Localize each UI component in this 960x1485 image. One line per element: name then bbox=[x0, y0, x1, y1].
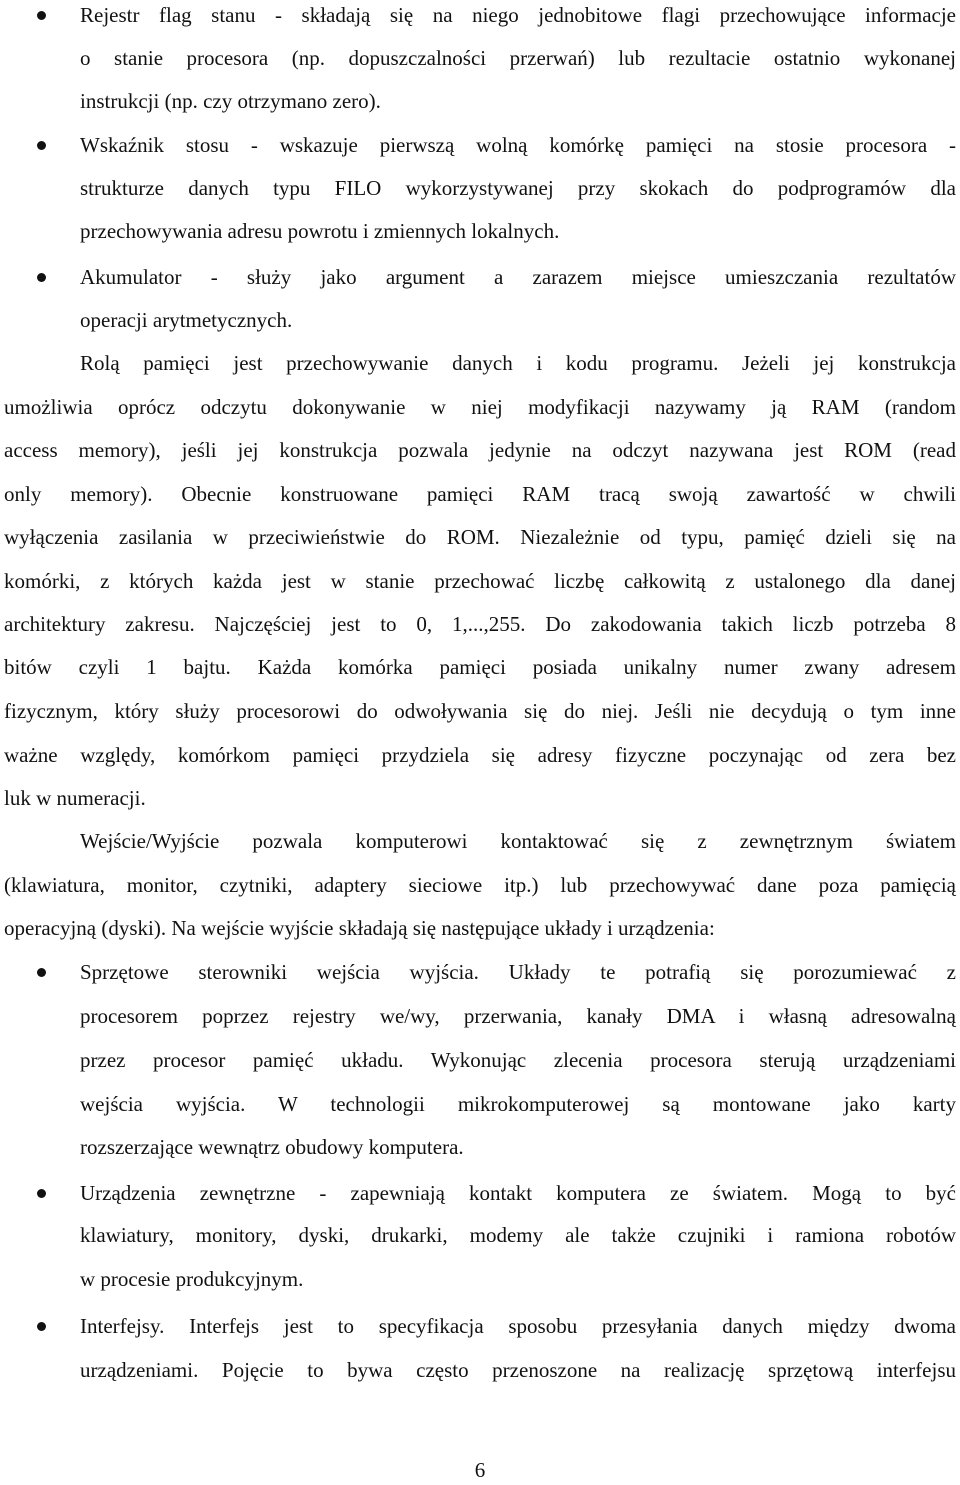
text-line: Sprzętowe sterowniki wejścia wyjścia. Układy te potrafią się porozumiewać z bbox=[80, 960, 956, 984]
text-line: rozszerzające wewnątrz obudowy komputera. bbox=[80, 1135, 464, 1159]
text-line: przechowywania adresu powrotu i zmiennych lokalnych. bbox=[80, 219, 560, 243]
text-line: Wskaźnik stosu - wskazuje pierwszą wolną komórkę pamięci na stosie procesora - bbox=[80, 133, 956, 157]
bullet-icon bbox=[37, 968, 46, 977]
text-line: only memory). Obecnie konstruowane pamięci RAM tracą swoją zawartość w chwili bbox=[4, 482, 956, 506]
text-line: urządzeniami. Pojęcie to bywa często przenoszone na realizację sprzętową interfejsu bbox=[80, 1358, 956, 1382]
text-line: luk w numeracji. bbox=[4, 786, 146, 810]
text-line: Interfejsy. Interfejs jest to specyfikacja sposobu przesyłania danych między dwoma bbox=[80, 1314, 956, 1338]
text-line: przez procesor pamięć układu. Wykonując zlecenia procesora sterują urządzeniami bbox=[80, 1048, 956, 1072]
bullet-icon bbox=[37, 1189, 46, 1198]
bullet-icon bbox=[37, 273, 46, 282]
page-number: 6 bbox=[474, 1458, 486, 1482]
text-line: komórki, z których każda jest w stanie przechować liczbę całkowitą z ustalonego dla danej bbox=[4, 569, 956, 593]
text-line: o stanie procesora (np. dopuszczalności przerwań) lub rezultacie ostatnio wykonanej bbox=[80, 46, 956, 70]
text-line: operacji arytmetycznych. bbox=[80, 308, 293, 332]
text-line: bitów czyli 1 bajtu. Każda komórka pamięci posiada unikalny numer zwany adresem bbox=[4, 655, 956, 679]
text-line: procesorem poprzez rejestry we/wy, przerwania, kanały DMA i własną adresowalną bbox=[80, 1004, 956, 1028]
bullet-icon bbox=[37, 1322, 46, 1331]
text-line: Rejestr flag stanu - składają się na niego jednobitowe flagi przechowujące informacje bbox=[80, 3, 956, 27]
text-line: Wejście/Wyjście pozwala komputerowi kontaktować się z zewnętrznym światem bbox=[80, 829, 956, 853]
bullet-icon bbox=[37, 11, 46, 20]
text-line: Urządzenia zewnętrzne - zapewniają kontakt komputera ze światem. Mogą to być bbox=[80, 1181, 956, 1205]
text-line: fizycznym, który służy procesorowi do odwoływania się do niej. Jeśli nie decydują o tym inne bbox=[4, 699, 956, 723]
bullet-icon bbox=[37, 141, 46, 150]
text-line: ważne względy, komórkom pamięci przydziela się adresy fizyczne poczynając od zera bez bbox=[4, 743, 956, 767]
text-line: operacyjną (dyski). Na wejście wyjście składają się następujące układy i urządzenia: bbox=[4, 916, 715, 940]
text-line: wejścia wyjścia. W technologii mikrokomputerowej są montowane jako karty bbox=[80, 1092, 956, 1116]
text-line: klawiatury, monitory, dyski, drukarki, modemy ale także czujniki i ramiona robotów bbox=[80, 1223, 956, 1247]
text-line: (klawiatura, monitor, czytniki, adaptery sieciowe itp.) lub przechowywać dane poza pamięcią bbox=[4, 873, 956, 897]
text-line: architektury zakresu. Najczęściej jest to 0, 1,...,255. Do zakodowania takich liczb potrzeba 8 bbox=[4, 612, 956, 636]
text-line: umożliwia oprócz odczytu dokonywanie w niej modyfikacji nazywamy ją RAM (random bbox=[4, 395, 956, 419]
text-line: w procesie produkcyjnym. bbox=[80, 1267, 304, 1291]
text-line: strukturze danych typu FILO wykorzystywanej przy skokach do podprogramów dla bbox=[80, 176, 956, 200]
text-line: instrukcji (np. czy otrzymano zero). bbox=[80, 89, 381, 113]
text-line: Rolą pamięci jest przechowywanie danych i kodu programu. Jeżeli jej konstrukcja bbox=[80, 351, 956, 375]
text-line: wyłączenia zasilania w przeciwieństwie do ROM. Niezależnie od typu, pamięć dzieli się na bbox=[4, 525, 956, 549]
text-line: access memory), jeśli jej konstrukcja pozwala jedynie na odczyt nazywana jest ROM (read bbox=[4, 438, 956, 462]
text-line: Akumulator - służy jako argument a zarazem miejsce umieszczania rezultatów bbox=[80, 265, 956, 289]
